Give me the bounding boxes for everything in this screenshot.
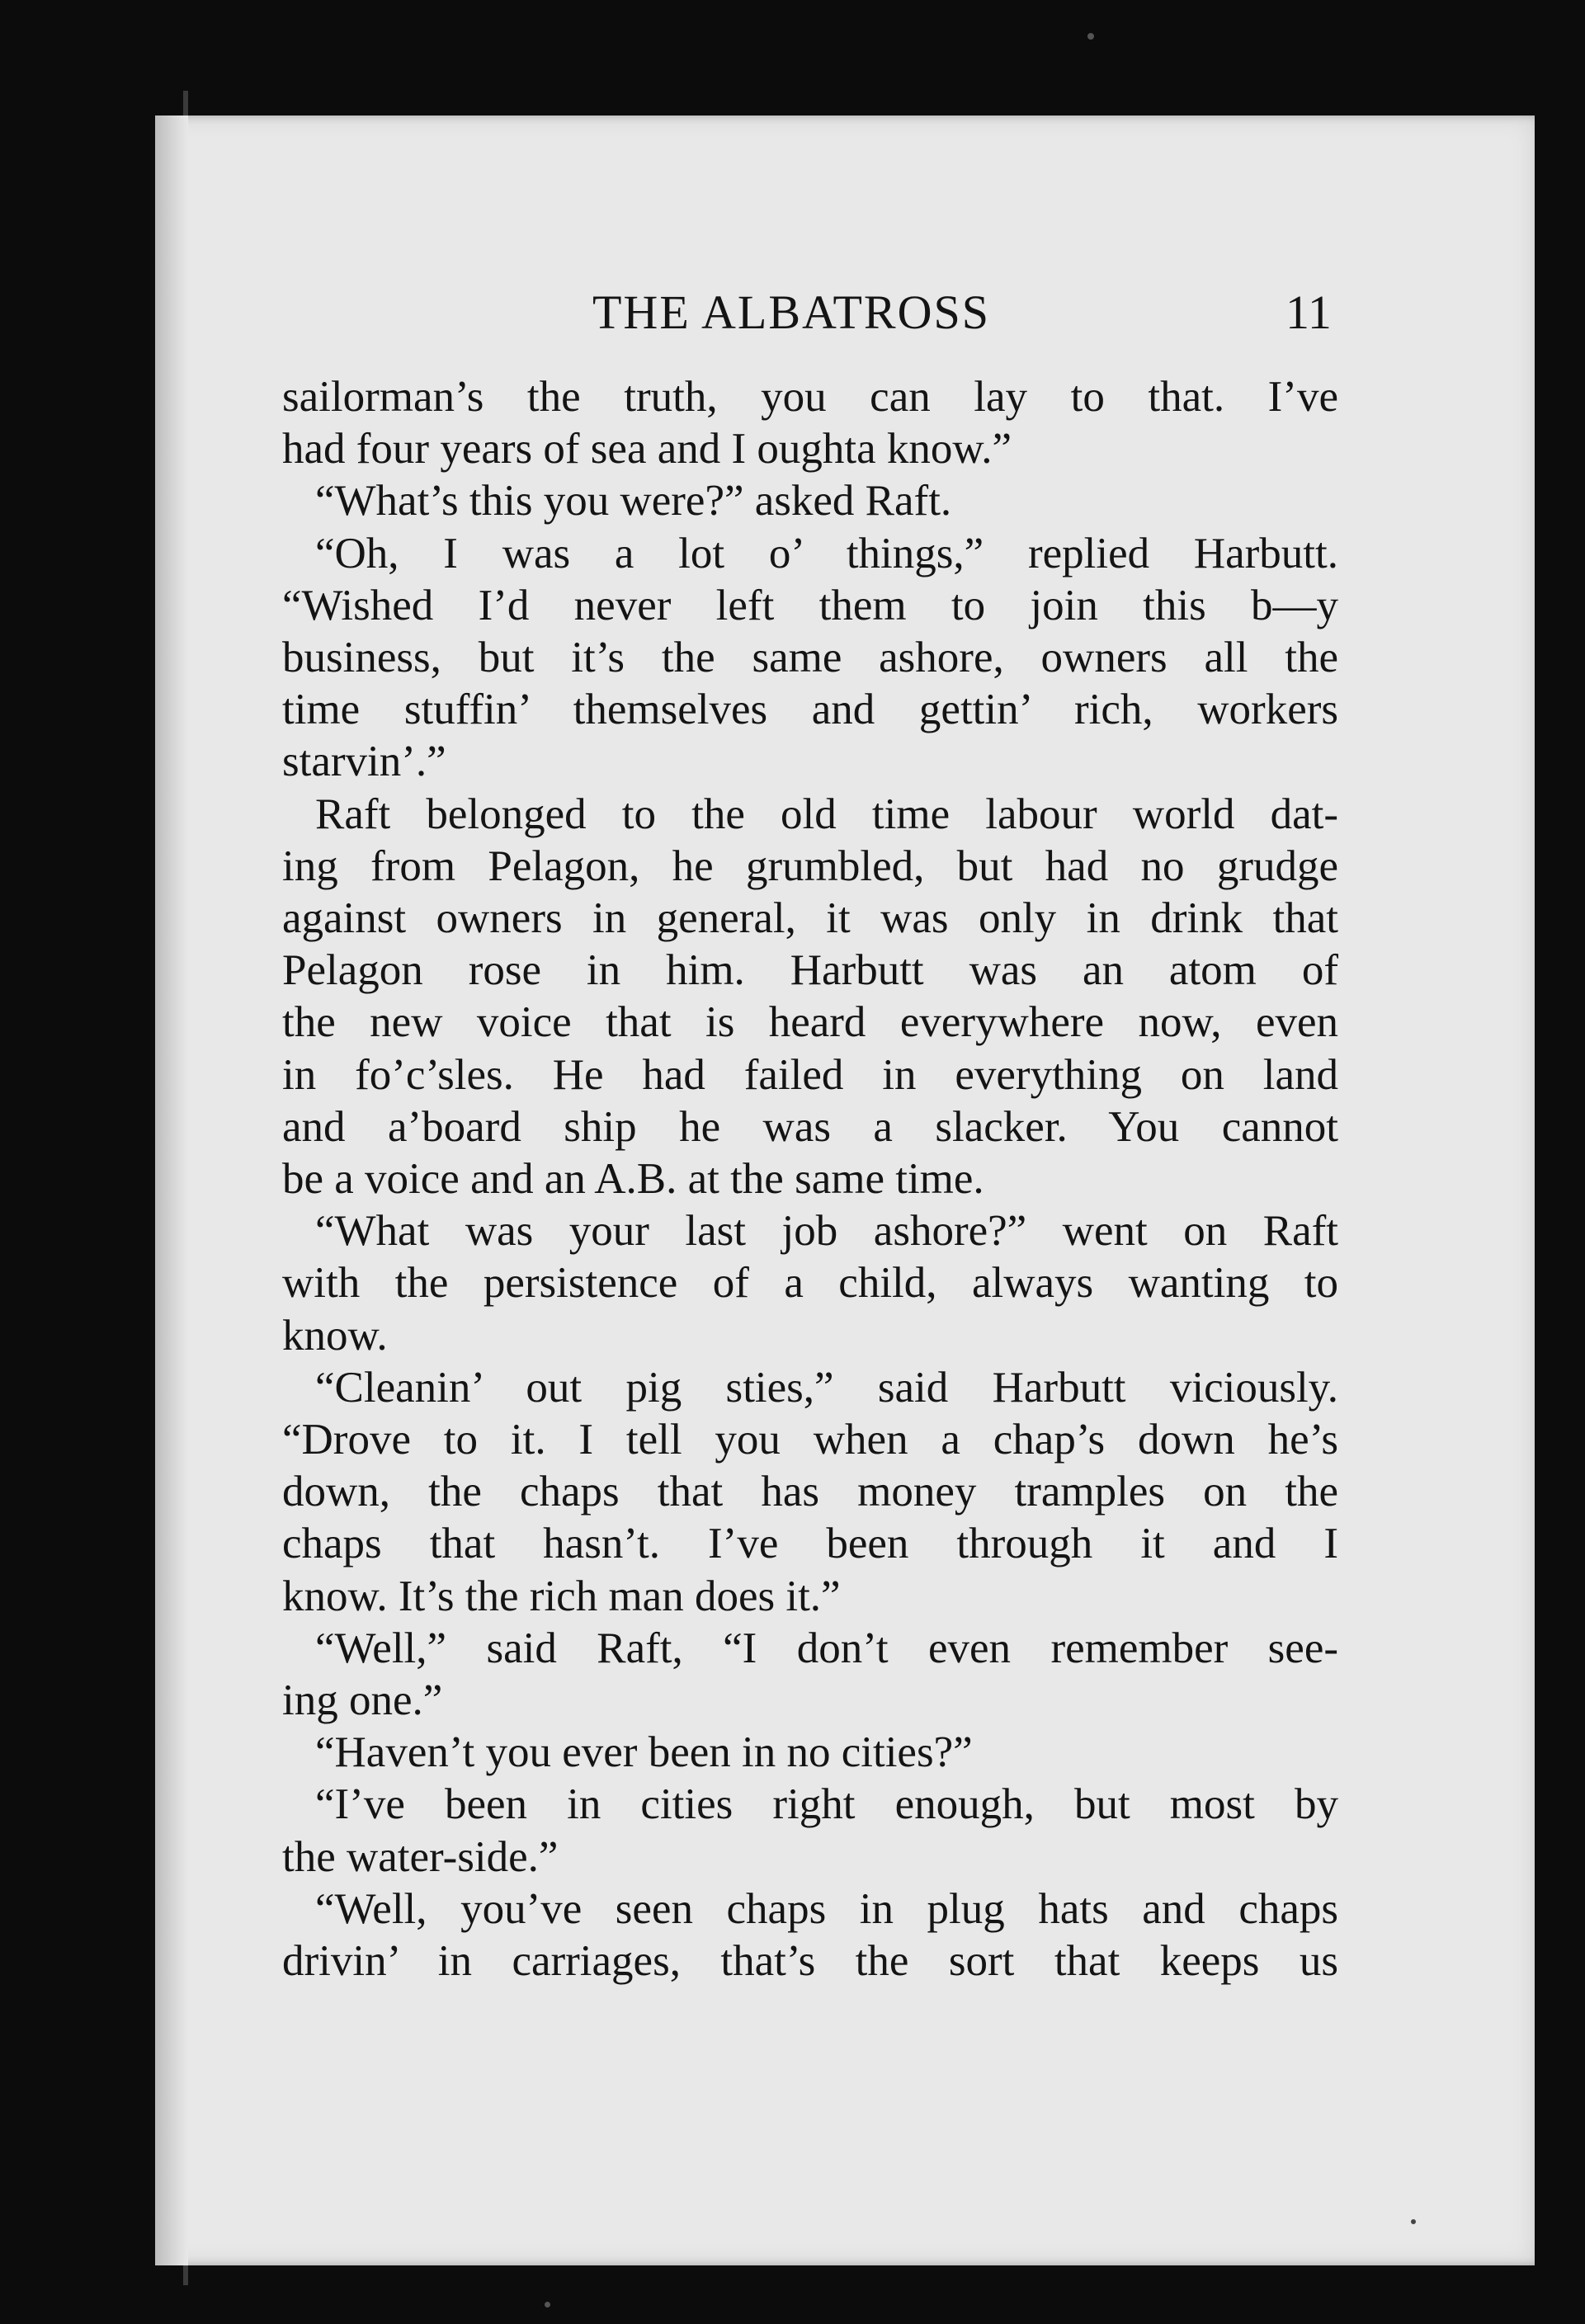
text-line: and a’board ship he was a slacker. You cannot: [282, 1102, 1338, 1151]
text-line: “Drove to it. I tell you when a chap’s down he’s: [282, 1416, 1338, 1464]
page-number: 11: [1285, 285, 1332, 339]
text-line: ing from Pelagon, he grumbled, but had no grudge: [282, 841, 1338, 890]
text-line: “What was your last job ashore?” went on Raft: [315, 1207, 1338, 1256]
text-line: sailorman’s the truth, you can lay to that. I’ve: [282, 373, 1338, 421]
text-line: know.: [282, 1311, 388, 1360]
text-line: down, the chaps that has money tramples on the: [282, 1468, 1338, 1516]
body-text: [282, 371, 1338, 1987]
text-line: ing one.”: [282, 1676, 443, 1725]
scan-speck: [1087, 33, 1094, 40]
text-line: against owners in general, it was only in drink that: [282, 894, 1338, 943]
text-line: chaps that hasn’t. I’ve been through it and I: [282, 1520, 1338, 1568]
text-line: Pelagon rose in him. Harbutt was an atom of: [282, 946, 1338, 995]
text-line: “Well,” said Raft, “I don’t even remember see-: [315, 1624, 1338, 1672]
scan-speck: [545, 2302, 550, 2308]
text-line: “Well, you’ve seen chaps in plug hats and chaps: [315, 1884, 1338, 1933]
text-line: be a voice and an A.B. at the same time.: [282, 1155, 984, 1204]
text-line: in fo’c’sles. He had failed in everything on land: [282, 1050, 1338, 1099]
text-line: with the persistence of a child, always wanting to: [282, 1259, 1338, 1308]
text-line: “Oh, I was a lot o’ things,” replied Harbutt.: [315, 529, 1338, 577]
text-line: time stuffin’ themselves and gettin’ rich, workers: [282, 686, 1338, 734]
text-line: business, but it’s the same ashore, owners all the: [282, 634, 1338, 682]
text-line: “I’ve been in cities right enough, but most by: [315, 1780, 1338, 1829]
scan-speck: [1411, 2219, 1416, 2224]
text-line: know. It’s the rich man does it.”: [282, 1572, 841, 1620]
text-line: starvin’.”: [282, 738, 446, 786]
text-line: “Wished I’d never left them to join this b—y: [282, 581, 1338, 629]
page-header: [155, 285, 1535, 359]
text-line: “What’s this you were?” asked Raft.: [315, 477, 952, 526]
text-line: “Haven’t you ever been in no cities?”: [315, 1728, 973, 1777]
text-line: Raft belonged to the old time labour world dat-: [315, 790, 1338, 838]
text-line: the new voice that is heard everywhere now, even: [282, 998, 1338, 1047]
text-line: the water-side.”: [282, 1832, 559, 1881]
text-line: “Cleanin’ out pig sties,” said Harbutt viciously.: [315, 1363, 1338, 1412]
page-edge-shadow: [155, 115, 188, 2265]
text-line: had four years of sea and I oughta know.”: [282, 425, 1012, 474]
text-line: drivin’ in carriages, that’s the sort that keeps us: [282, 1937, 1338, 1986]
running-title: THE ALBATROSS: [592, 285, 991, 339]
